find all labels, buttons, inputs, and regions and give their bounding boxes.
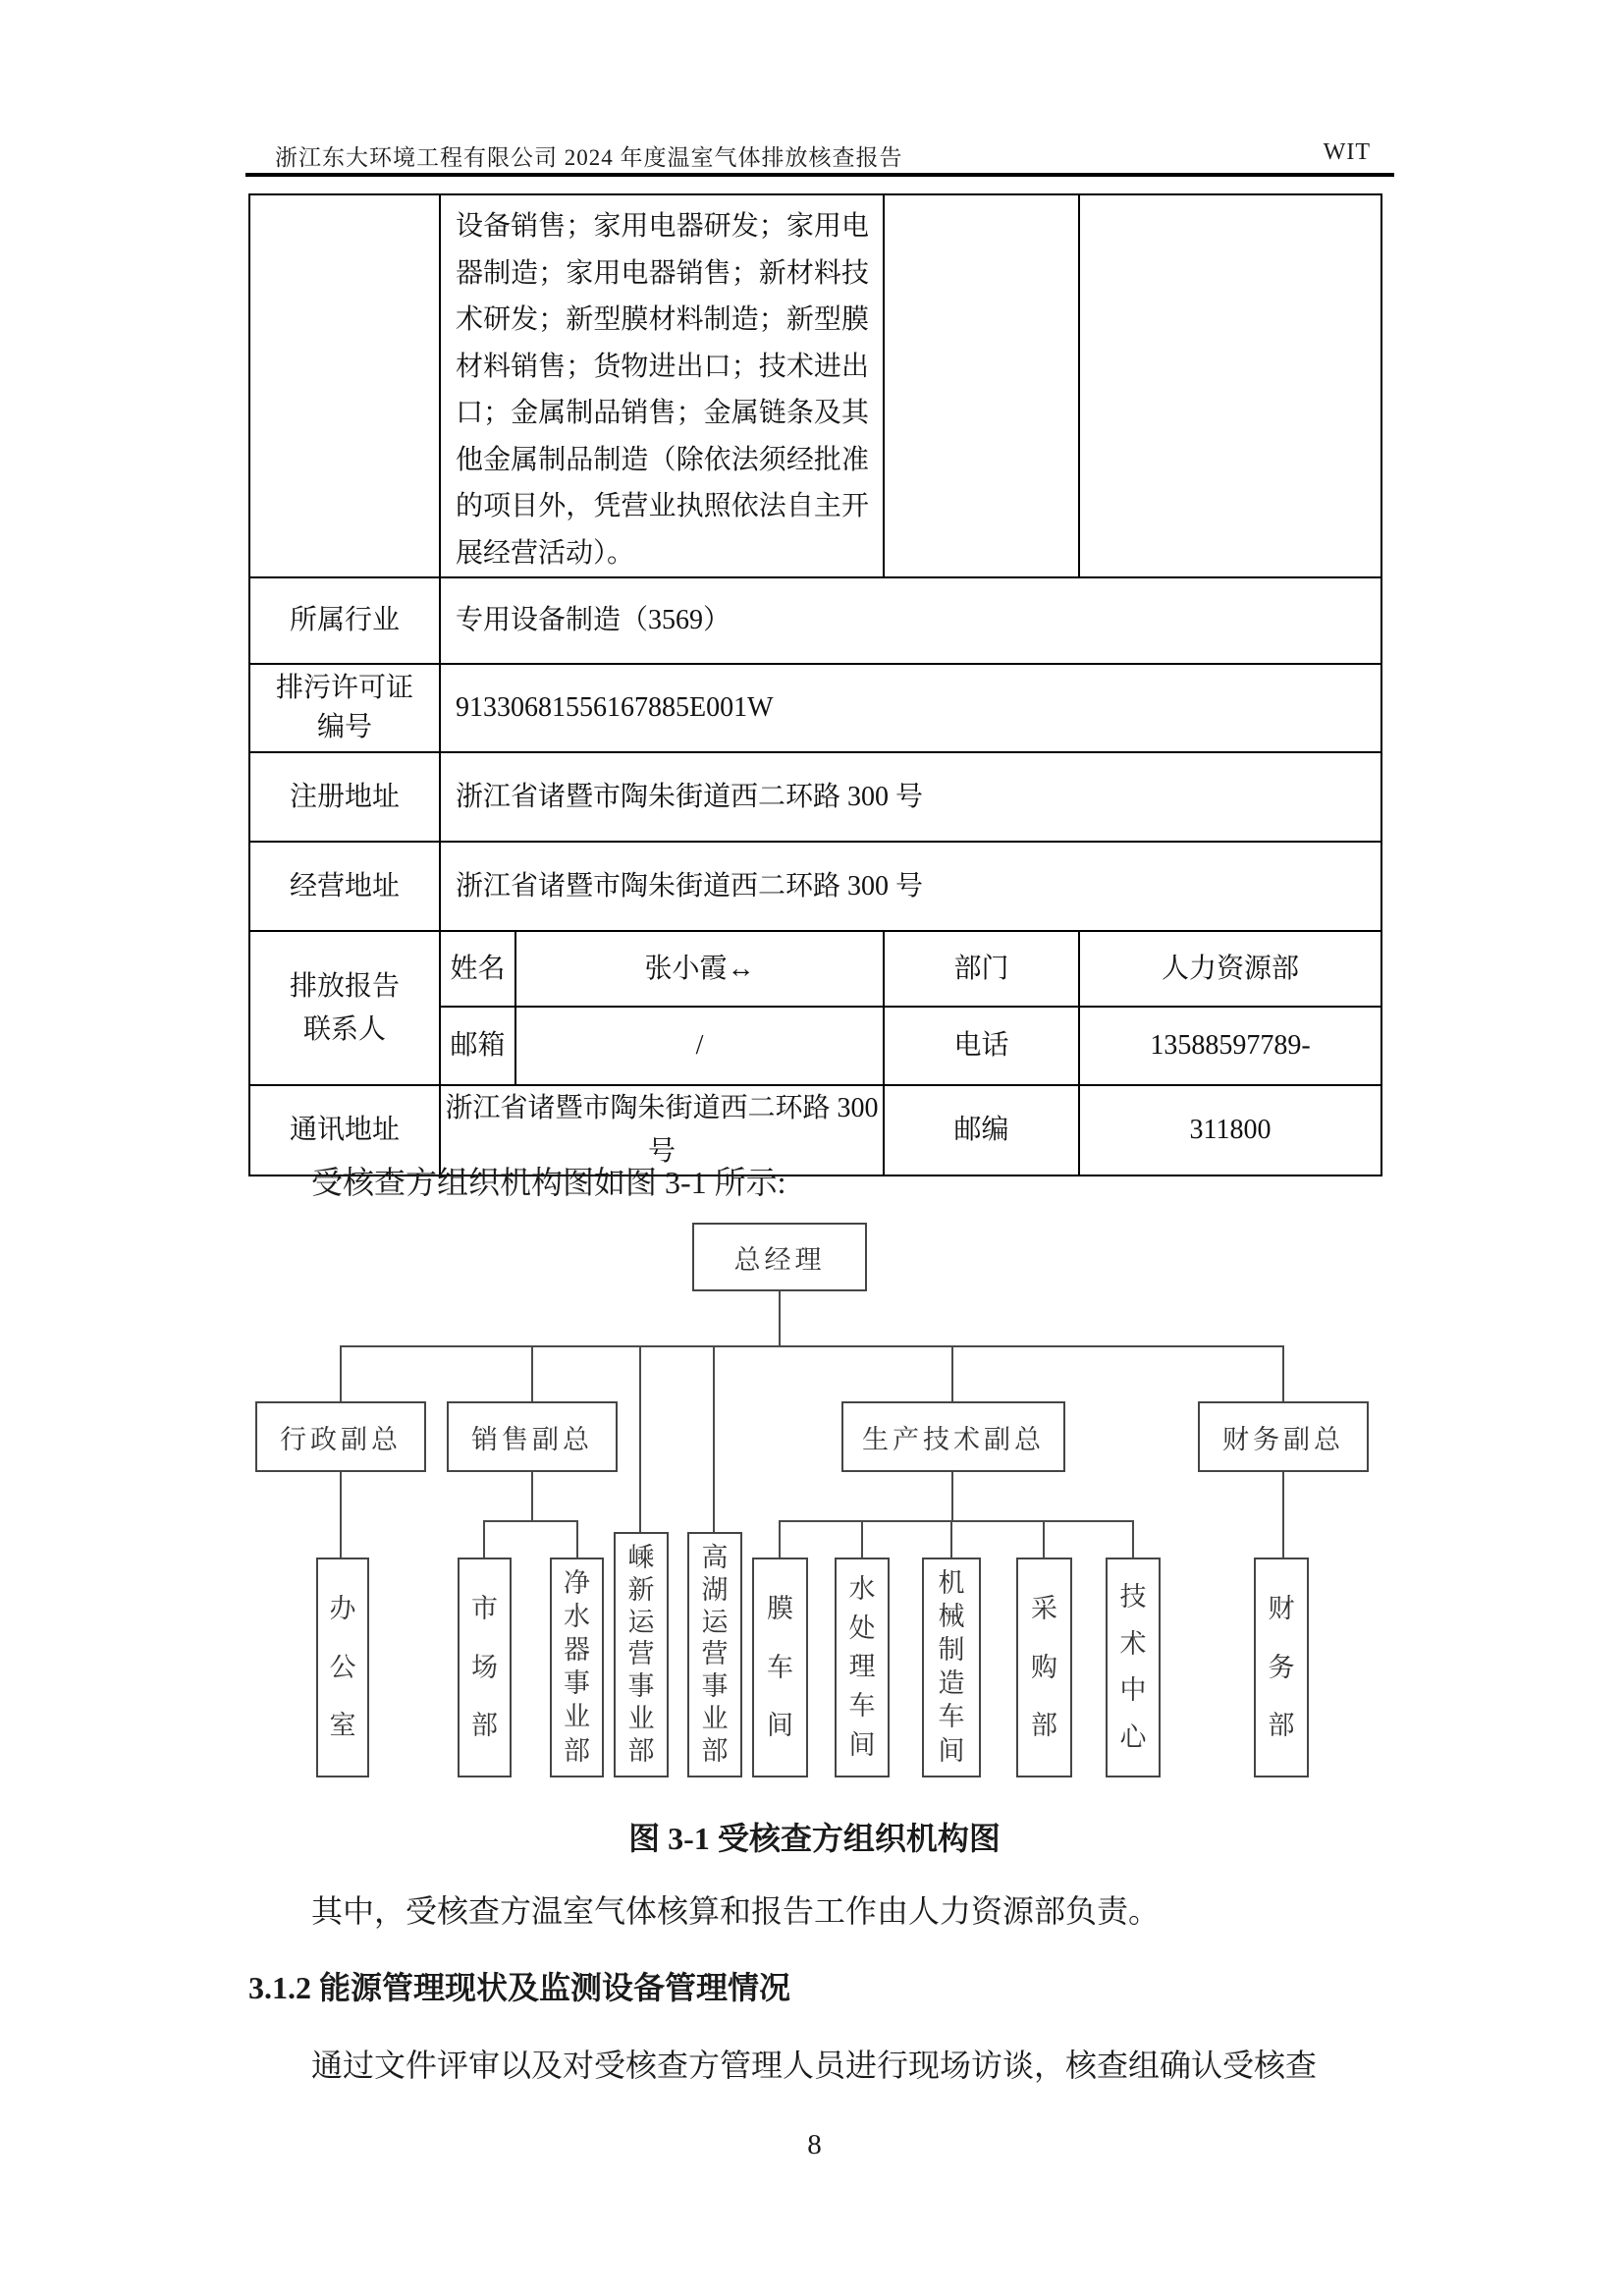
- org-node-finance-vp: 财务副总: [1198, 1401, 1369, 1472]
- after-figure-paragraph: 其中，受核查方温室气体核算和报告工作由人力资源部负责。: [311, 1893, 1161, 1929]
- connector-line: [1043, 1522, 1045, 1558]
- connector-line: [951, 1472, 953, 1520]
- table-row-business-address: [249, 842, 1381, 931]
- connector-line: [1282, 1347, 1284, 1401]
- contact-name-value: 张小霞↔: [515, 931, 884, 1007]
- org-node-water-purifier-division: [550, 1558, 604, 1777]
- org-node-machinery-workshop: [922, 1558, 981, 1777]
- industry-value: 专用设备制造（3569）: [440, 577, 1381, 664]
- business-scope-cell: 设备销售；家用电器研发；家用电器制造；家用电器销售；新材料技术研发；新型膜材料制造；新型膜材料销售；货物进出口；技术进出口；金属制品销售；金属链条及其他金属制品制造（除依法须经批准的项目外，凭营业执照依法自主开展经营活动）。: [440, 194, 884, 577]
- org-node-market-dept: [458, 1558, 512, 1777]
- header-logo-text: WIT: [1323, 139, 1371, 165]
- org-node-label: 技 术 中 心: [1119, 1582, 1147, 1752]
- mailing-address-value: 浙江省诸暨市陶朱街道西二环路 300 号: [440, 1085, 884, 1175]
- business-address-value: 浙江省诸暨市陶朱街道西二环路 300 号: [440, 842, 1381, 931]
- contact-email-value: /: [515, 1007, 884, 1085]
- contact-email-label: 邮箱: [440, 1007, 515, 1085]
- connector-line: [483, 1522, 485, 1558]
- table-row-contact-name: [249, 931, 1381, 1007]
- company-info-table: [248, 193, 1382, 1176]
- header-title: 浙江东大环境工程有限公司 2024 年度温室气体排放核查报告: [275, 145, 903, 170]
- contact-label: 排放报告联系人: [249, 931, 440, 1085]
- table-row-industry: [249, 577, 1381, 664]
- org-node-label: 高 湖 运 营 事 业 部: [701, 1542, 729, 1767]
- empty-cell: [249, 194, 440, 577]
- registered-address-value: 浙江省诸暨市陶朱街道西二环路 300 号: [440, 752, 1381, 842]
- industry-label: 所属行业: [249, 577, 440, 664]
- body-paragraph: 通过文件评审以及对受核查方管理人员进行现场访谈，核查组确认受核查: [311, 2048, 1318, 2083]
- contact-phone-label: 电话: [884, 1007, 1079, 1085]
- figure-caption: 图 3-1 受核查方组织机构图: [628, 1821, 1001, 1856]
- connector-line: [1282, 1472, 1284, 1558]
- org-node-water-treatment-workshop: [835, 1558, 890, 1777]
- org-node-label: 市 场 部: [471, 1593, 498, 1741]
- connector-line: [779, 1291, 781, 1345]
- connector-line: [639, 1347, 641, 1532]
- table-row-business-scope: [249, 194, 1381, 577]
- contact-name-label: 姓名: [440, 931, 515, 1007]
- org-node-label: 机 械 制 造 车 间: [938, 1568, 965, 1766]
- org-node-shengxin-operations-division: [614, 1532, 669, 1777]
- contact-phone-value: 13588597789-: [1079, 1007, 1381, 1085]
- org-node-label: 嵊 新 运 营 事 业 部: [627, 1542, 655, 1767]
- table-row-permit: [249, 664, 1381, 752]
- connector-line: [950, 1522, 952, 1558]
- connector-line: [340, 1472, 342, 1558]
- org-node-label: 采 购 部: [1031, 1593, 1057, 1741]
- org-node-office: [316, 1558, 369, 1777]
- org-node-label: 膜 车 间: [767, 1593, 793, 1741]
- connector-line: [951, 1347, 953, 1401]
- contact-dept-label: 部门: [884, 931, 1079, 1007]
- table-row-registered-address: [249, 752, 1381, 842]
- permit-value: 91330681556167885E001W: [440, 664, 1381, 752]
- connector-line: [576, 1522, 578, 1558]
- org-node-admin-vp: 行政副总: [255, 1401, 426, 1472]
- connector-line: [713, 1347, 715, 1532]
- org-node-purchasing-dept: [1016, 1558, 1072, 1777]
- org-node-gaohu-operations-division: [687, 1532, 742, 1777]
- org-node-label: 财 务 部: [1268, 1593, 1295, 1741]
- permit-label: 排污许可证编号: [249, 664, 440, 752]
- connector-line: [531, 1347, 533, 1401]
- org-node-production-tech-vp: 生产技术副总: [841, 1401, 1065, 1472]
- org-node-finance-dept: [1254, 1558, 1309, 1777]
- org-node-label: 办 公 室: [329, 1593, 356, 1741]
- connector-line: [861, 1522, 863, 1558]
- mailing-zip-label: 邮编: [884, 1085, 1079, 1175]
- org-node-label: 水 处 理 车 间: [848, 1574, 876, 1760]
- empty-cell: [884, 194, 1079, 577]
- header-rule: [245, 173, 1394, 177]
- intro-paragraph: 受核查方组织机构图如图 3-1 所示:: [311, 1165, 786, 1200]
- mailing-zip-value: 311800: [1079, 1085, 1381, 1175]
- connector-line: [779, 1520, 1134, 1522]
- page-number: 8: [807, 2129, 822, 2160]
- section-heading: 3.1.2 能源管理现状及监测设备管理情况: [248, 1970, 791, 2005]
- contact-dept-value: 人力资源部: [1079, 931, 1381, 1007]
- org-node-root: 总经理: [692, 1223, 867, 1291]
- connector-line: [340, 1345, 1284, 1347]
- org-node-sales-vp: 销售副总: [447, 1401, 618, 1472]
- mailing-address-label: 通讯地址: [249, 1085, 440, 1175]
- connector-line: [779, 1522, 781, 1558]
- connector-line: [483, 1520, 578, 1522]
- empty-cell: [1079, 194, 1381, 577]
- org-node-membrane-workshop: [752, 1558, 808, 1777]
- org-node-label: 净 水 器 事 业 部: [564, 1568, 590, 1766]
- connector-line: [1132, 1522, 1134, 1558]
- registered-address-label: 注册地址: [249, 752, 440, 842]
- connector-line: [531, 1472, 533, 1520]
- connector-line: [340, 1347, 342, 1401]
- business-address-label: 经营地址: [249, 842, 440, 931]
- org-node-technology-center: [1106, 1558, 1161, 1777]
